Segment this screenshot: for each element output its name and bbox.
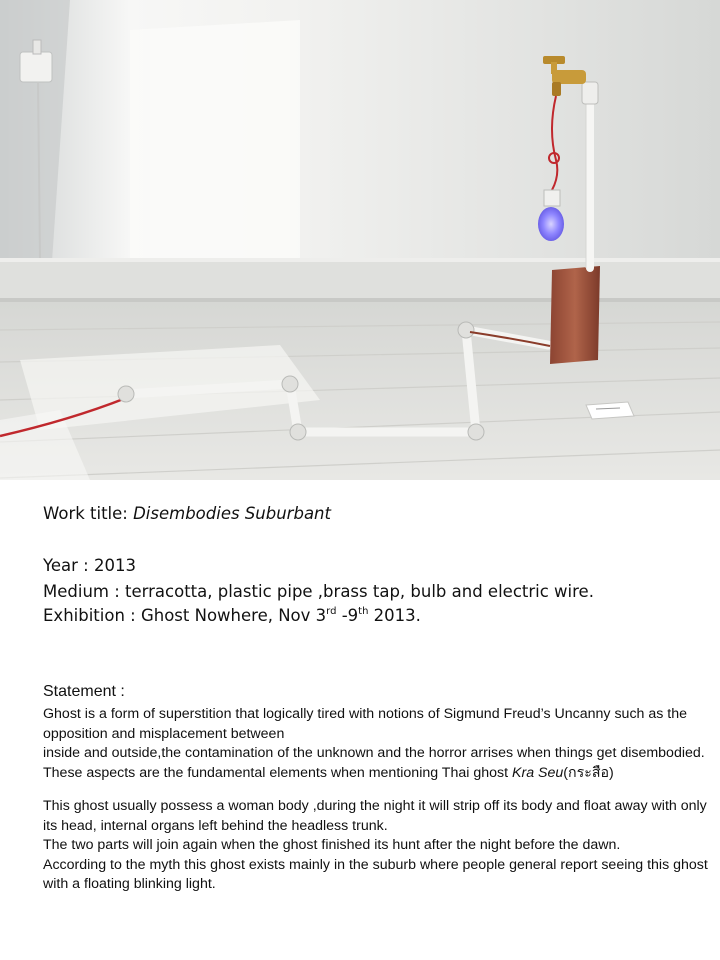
work-exhibition-sup-b: th xyxy=(358,606,369,617)
statement-paragraph-6: According to the myth this ghost exists mainly in the suburb where people general report seeing this ghost with a floating blinking light. xyxy=(43,856,708,892)
work-medium-value: terracotta, plastic pipe ,brass tap, bulb and electric wire. xyxy=(125,582,594,601)
statement-paragraph-2: inside and outside,the contamination of the unknown and the horror arrises when things get disembodied. xyxy=(43,745,705,761)
work-year-value: 2013 xyxy=(93,556,136,575)
work-title xyxy=(43,504,331,523)
statement-paragraph-1: Ghost is a form of superstition that logically tired with notions of Sigmund Freud’s Uncanny such as the opposition and misplacement between xyxy=(43,706,688,742)
work-exhibition-sup-a: rd xyxy=(326,606,337,617)
work-medium xyxy=(43,582,594,601)
statement-paragraph-5: The two parts will join again when the ghost finished its hunt after the night before the dawn. xyxy=(43,837,621,853)
statement-paragraph-3 xyxy=(43,764,708,784)
statement-section xyxy=(43,683,708,895)
work-title-value: Disembodies Suburbant xyxy=(133,504,331,523)
work-title-label: Work title: xyxy=(43,504,134,523)
work-exhibition xyxy=(43,606,421,625)
work-medium-label: Medium : xyxy=(43,582,126,601)
work-exhibition-value-c: 2013. xyxy=(368,606,421,625)
work-exhibition-value-a: Ghost Nowhere, Nov 3 xyxy=(140,606,327,625)
work-year-label: Year : xyxy=(43,556,94,575)
statement-p3-kra-seu: Kra Seu xyxy=(512,764,564,781)
statement-heading: Statement : xyxy=(43,683,125,700)
statement-p3-text: These aspects are the fundamental elements when mentioning Thai ghost xyxy=(43,764,512,781)
statement-p3-thai: (กระสือ) xyxy=(563,764,614,781)
work-year xyxy=(43,556,136,575)
work-exhibition-value-b: -9 xyxy=(336,606,359,625)
work-exhibition-label: Exhibition : xyxy=(43,606,141,625)
statement-paragraph-4: This ghost usually possess a woman body ,during the night it will strip off its body and float away with only its head, internal organs left behind the headless trunk. xyxy=(43,798,707,834)
